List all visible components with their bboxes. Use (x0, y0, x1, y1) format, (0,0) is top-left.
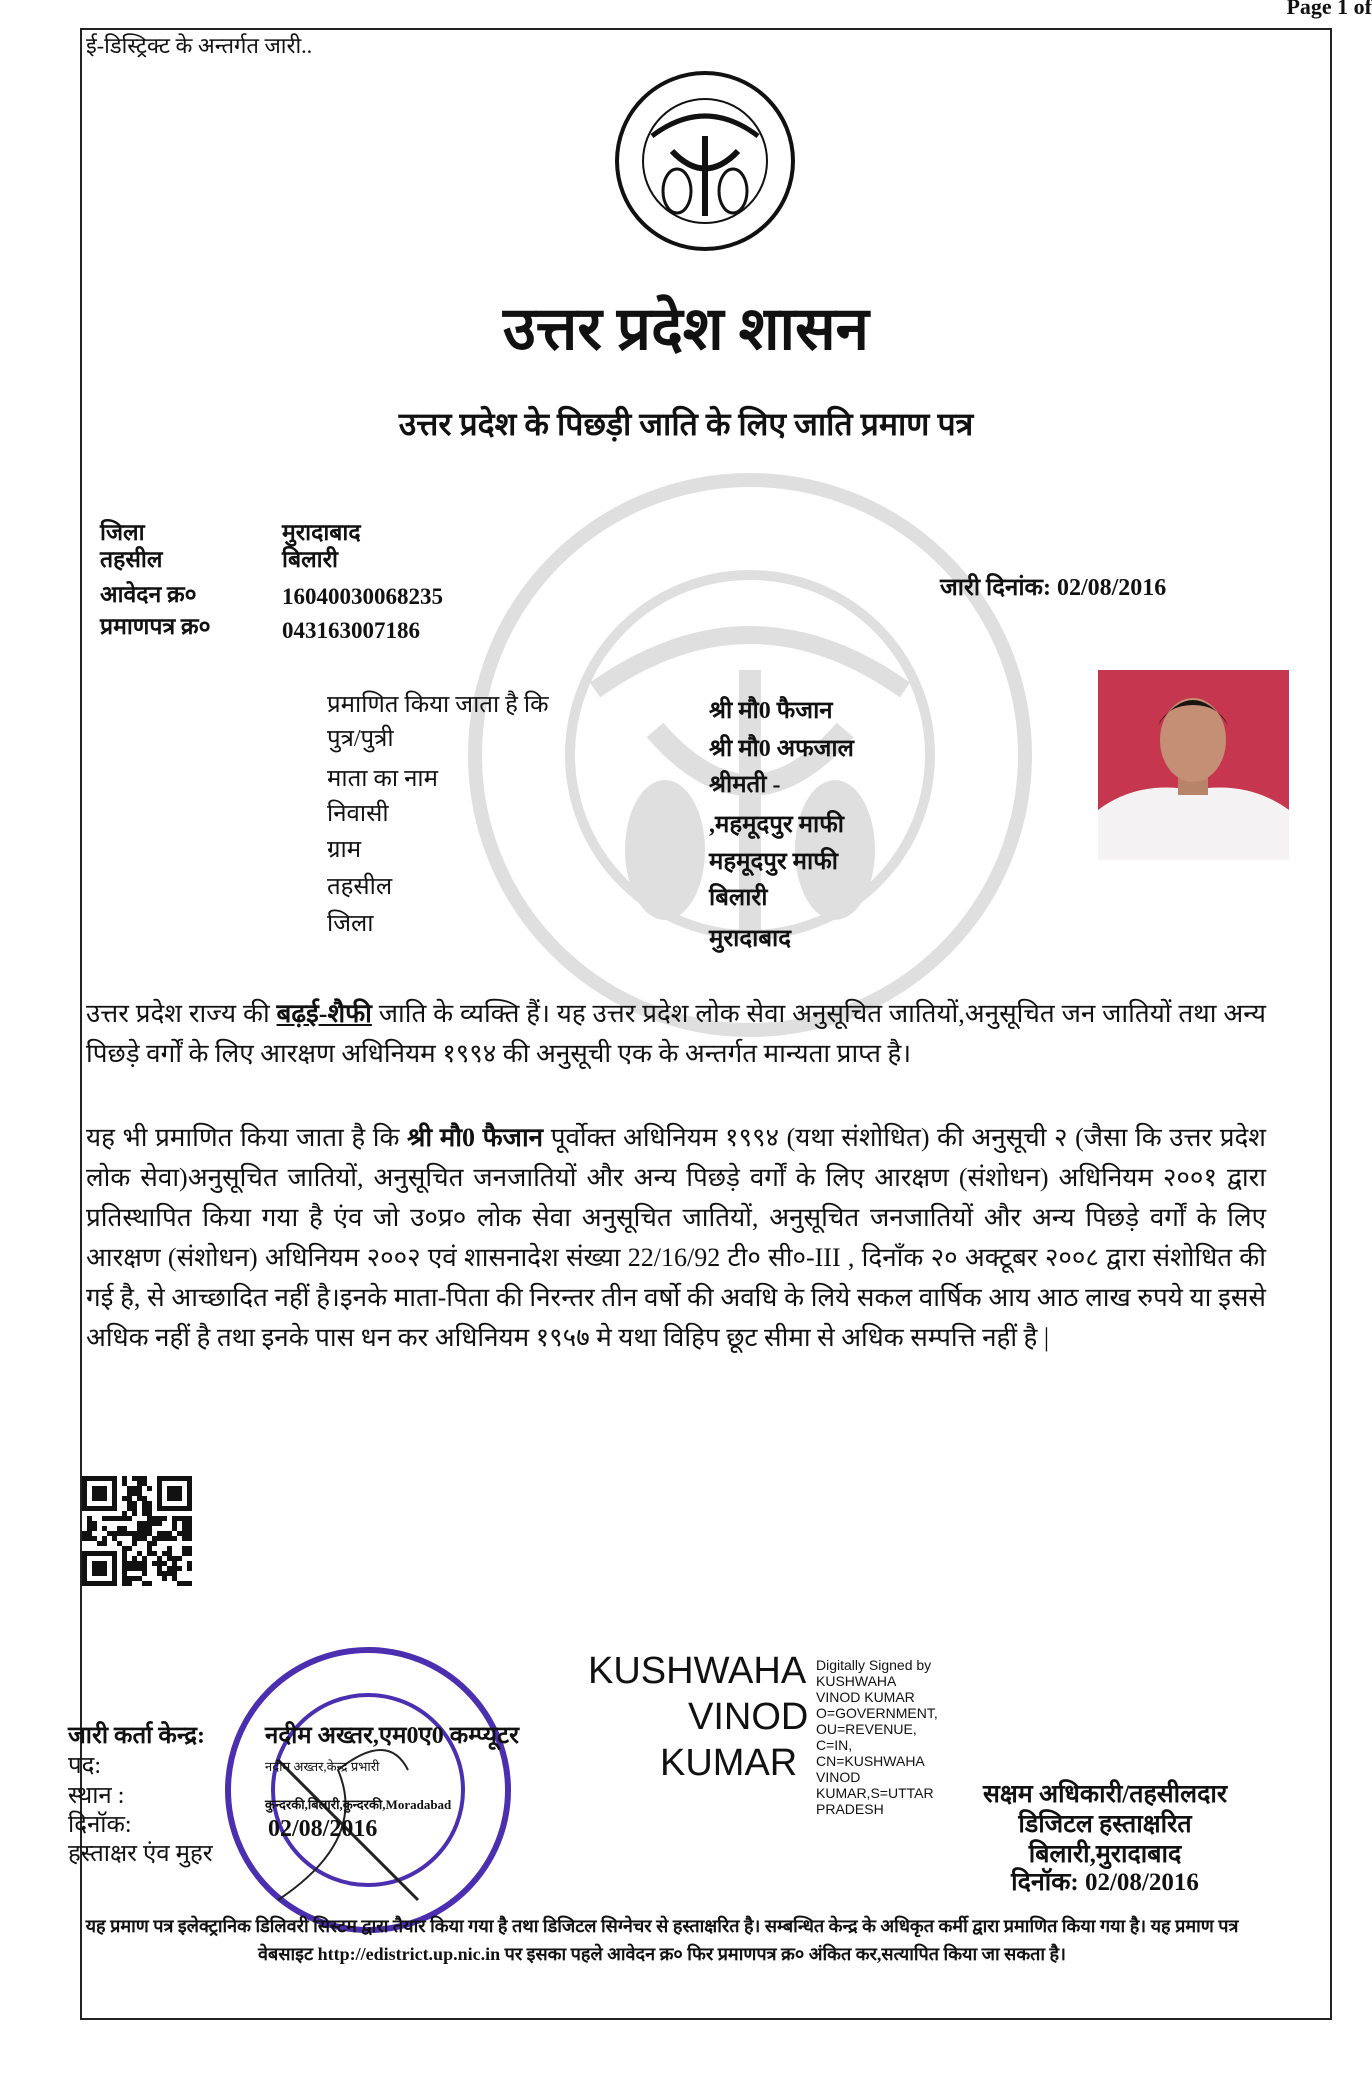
detail-label: तहसील (327, 874, 393, 900)
field-label-district: जिला (100, 520, 145, 545)
issuer-post-value: नदीम अख्तर,केन्द्र प्रभारी (265, 1759, 380, 1774)
issue-date: जारी दिनांक: 02/08/2016 (940, 575, 1167, 601)
qr-code-icon (82, 1475, 192, 1587)
issuer-place-label: स्थान : (68, 1783, 125, 1809)
paragraph-text: पूर्वोक्त अधिनियम १९९४ (यथा संशोधित) की अनुसूची २ (जैसा कि उत्तर प्रदेश लोक सेवा)अनुसूचित जातियों, अनुसूचित जनजातियों और अन्य पिछड़े वर्गों के लिए आरक्षण (संशोधन) अधिनियम २००१ द्वारा प्रतिस्थापित किया गया है एंव जो उ०प्र० लोक सेवा अनुसूचित जातियों, अनुसूचित जनजातियों और अन्य पिछड़े वर्गों के लिए आरक्षण (संशोधन) अधिनियम २००२ एवं शासनादेश संख्या 22/16/92 टी० सी०-III , दिनाँक २० अक्टूबर २००८ द्वारा संशोधित की गई है, से आच्छादित नहीं है।इनके माता-पिता की निरन्तर तीन वर्षो की अवधि के लिये सकल वार्षिक आय आठ लाख रुपये या इससे अधिक नहीं है तथा इनके पास धन कर अधिनियम १९५७ मे यथा विहिप छूट सीमा से अधिक सम्पत्ति नहीं है | (86, 1123, 1266, 1352)
signature-detail: O=GOVERNMENT, (816, 1705, 938, 1721)
paragraph-caste-statement (86, 994, 1266, 1074)
detail-value: ,महमूदपुर माफी (709, 812, 844, 838)
detail-label: माता का नाम (327, 766, 438, 792)
field-label-certificate-no: प्रमाणपत्र क्र० (100, 614, 211, 639)
paragraph-text: जाति के व्यक्ति हैं। यह उत्तर प्रदेश लोक सेवा अनुसूचित जातियों,अनुसूचित जन जातियों तथा अन्य पिछड़े वर्गों के लिए आरक्षण अधिनियम १९९४ की अनुसूची एक के अन्तर्गत मान्यता प्राप्त है। (86, 999, 1266, 1068)
detail-value: श्रीमती - (709, 772, 781, 798)
issuer-center-value: नदीम अख्तर,एम0ए0 कम्प्यूटर (265, 1723, 519, 1749)
detail-label: पुत्र/पुत्री (327, 726, 394, 752)
field-value-district: मुरादाबाद (282, 520, 361, 545)
detail-value: बिलारी (709, 885, 768, 911)
page-title: उत्तर प्रदेश शासन (503, 296, 869, 362)
signer-name-line: VINOD (688, 1696, 809, 1738)
field-label-tehsil: तहसील (100, 547, 163, 572)
field-label-application-no: आवेदन क्र० (100, 582, 197, 607)
signature-detail: PRADESH (816, 1801, 884, 1817)
detail-value: श्री मौ0 अफजाल (709, 736, 854, 762)
detail-label: जिला (327, 911, 374, 937)
signature-detail: Digitally Signed by (816, 1657, 932, 1673)
paragraph-certification (86, 1118, 1266, 1358)
authority-location: बिलारी,मुरादाबाद (1028, 1841, 1182, 1868)
field-value-tehsil: बिलारी (282, 547, 339, 572)
issuer-place-value: कुन्दरकी,बिलारी,कुन्दरकी,Moradabad (265, 1797, 452, 1812)
signature-detail: C=IN, (816, 1737, 853, 1753)
footer-text: यह प्रमाण पत्र इलेक्ट्रानिक डिलिवरी सिस्टम द्वारा तैयार किया गया है तथा डिजिटल सिग्नेचर से हस्ताक्षरित है। सम्बन्धित केन्द्र के अधिकृत कर्मी द्वारा प्रमाणित किया गया है। यह प्रमाण पत्र वेबसाइट (85, 1916, 1239, 1964)
header-note: ई-डिस्ट्रिक्ट के अन्तर्गत जारी.. (86, 33, 313, 58)
paragraph-text: उत्तर प्रदेश राज्य की (86, 999, 277, 1028)
detail-value: मुरादाबाद (709, 926, 792, 952)
authority-designation: सक्षम अधिकारी/तहसीलदार (982, 1781, 1228, 1808)
applicant-name: श्री मौ0 फैजान (407, 1123, 544, 1152)
detail-label: निवासी (327, 801, 389, 827)
detail-label: ग्राम (327, 837, 362, 863)
verification-url-link[interactable]: http://edistrict.up.nic.in (317, 1944, 501, 1964)
signature-detail: VINOD (816, 1769, 861, 1785)
footer-note (82, 1912, 1242, 1968)
signature-detail: KUSHWAHA (816, 1673, 897, 1689)
paragraph-text: यह भी प्रमाणित किया जाता है कि (86, 1123, 408, 1152)
signature-detail: KUMAR,S=UTTAR (816, 1785, 934, 1801)
footer-text: पर इसका पहले आवेदन क्र० फिर प्रमाणपत्र क्र० अंकित कर,सत्यापित किया जा सकता है। (500, 1944, 1066, 1964)
detail-label: प्रमाणित किया जाता है कि (327, 692, 549, 718)
page-indicator: Page 1 of (1286, 0, 1372, 19)
issuer-date-value: 02/08/2016 (268, 1816, 378, 1842)
detail-value: श्री मौ0 फैजान (709, 698, 833, 724)
signature-detail: CN=KUSHWAHA (816, 1753, 925, 1769)
signer-name-line: KUMAR (660, 1742, 798, 1784)
issuer-center-label: जारी कर्ता केन्द्र: (68, 1723, 205, 1749)
up-emblem-icon (612, 66, 798, 256)
applicant-photo (1098, 670, 1289, 860)
signature-detail: OU=REVENUE, (816, 1721, 917, 1737)
digital-signature-details (816, 1657, 938, 1817)
caste-name: बढ़ई-शैफी (276, 999, 372, 1028)
issuer-post-label: पद: (68, 1753, 102, 1779)
field-value-certificate-no: 043163007186 (282, 618, 420, 643)
signature-detail: VINOD KUMAR (816, 1689, 915, 1705)
detail-value: महमूदपुर माफी (709, 849, 838, 875)
issuer-date-label: दिनॉक: (68, 1812, 132, 1838)
certificate-subtitle: उत्तर प्रदेश के पिछड़ी जाति के लिए जाति प्रमाण पत्र (398, 406, 974, 442)
authority-digital-signed: डिजिटल हस्ताक्षरित (1018, 1811, 1192, 1838)
authority-date: दिनॉक: 02/08/2016 (1011, 1869, 1199, 1896)
field-value-application-no: 16040030068235 (282, 584, 443, 609)
signer-name-line: KUSHWAHA (588, 1650, 807, 1692)
issuer-signature-label: हस्ताक्षर एंव मुहर (68, 1841, 213, 1867)
